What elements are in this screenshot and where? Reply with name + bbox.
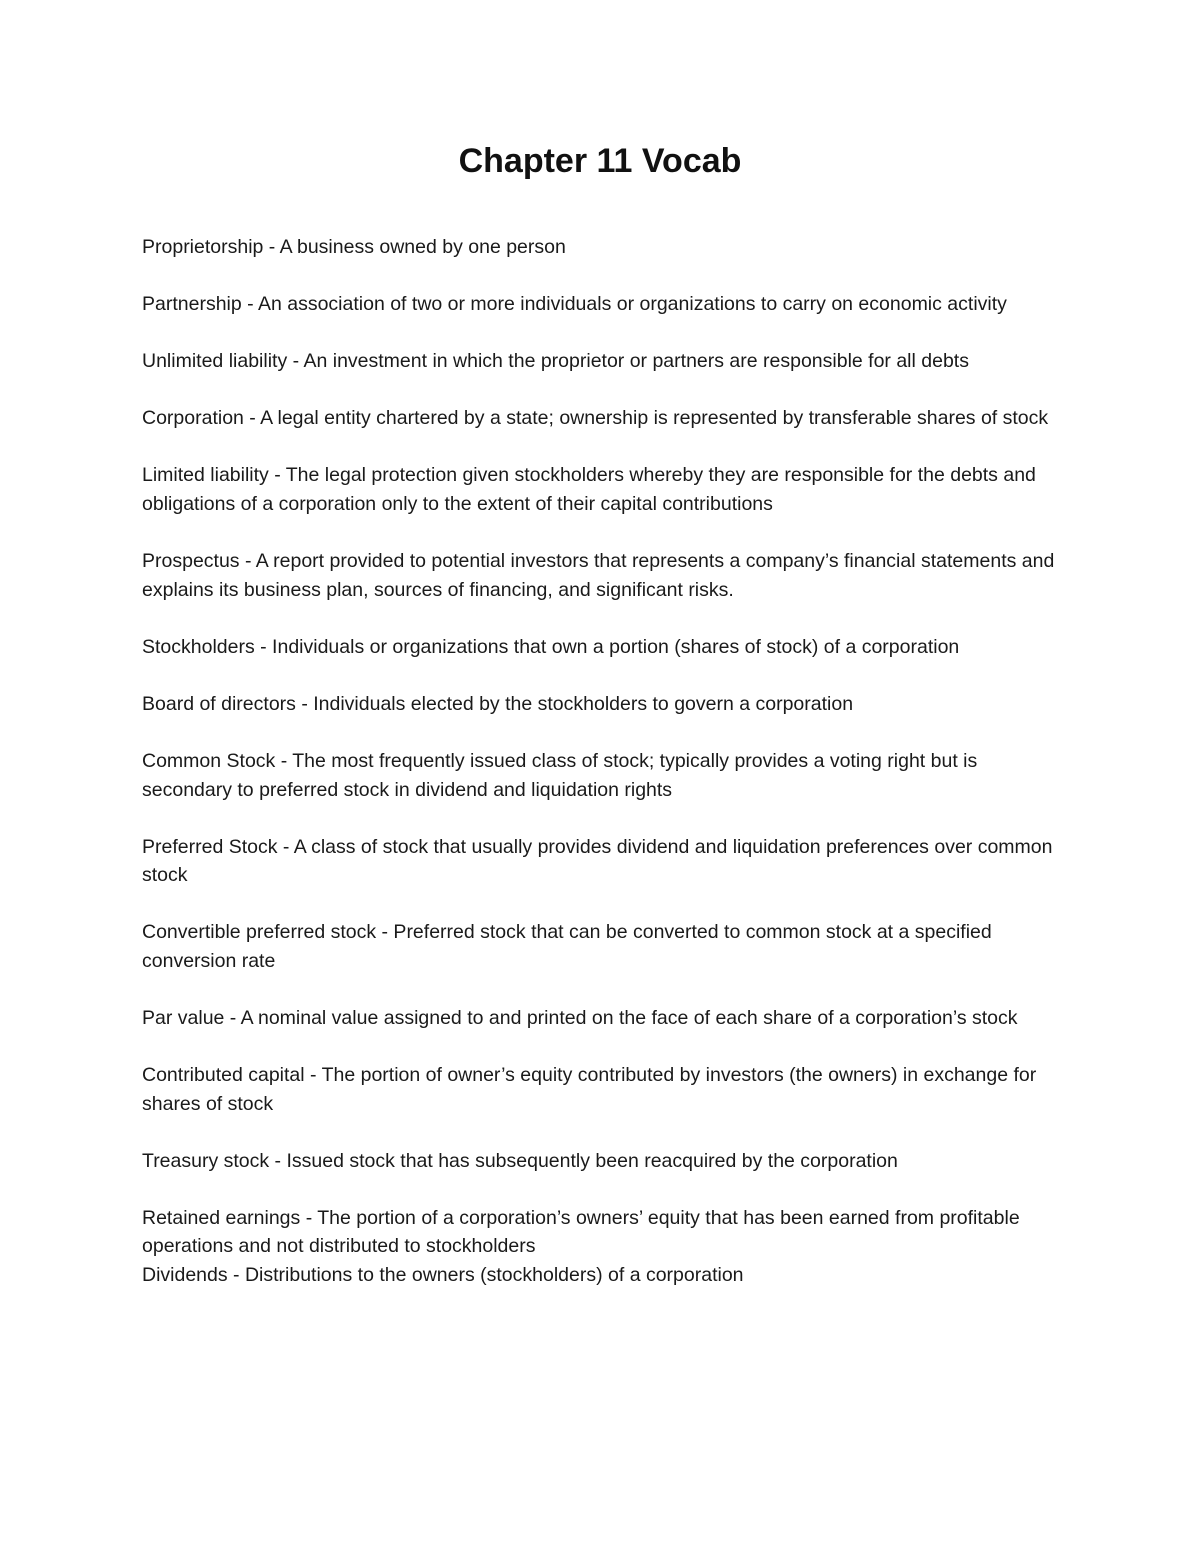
- page-title: Chapter 11 Vocab: [458, 142, 742, 180]
- vocab-entry-corporation: Corporation - A legal entity chartered by a state; ownership is represented by transferable shares of stock: [142, 407, 1049, 430]
- vocab-entry-treasury-stock: Treasury stock - Issued stock that has subsequently been reacquired by the corporation: [142, 1149, 898, 1172]
- vocab-entry-preferred-stock: Preferred Stock - A class of stock that usually provides dividend and liquidation preferences over common stock: [142, 835, 1053, 887]
- vocab-entry-contributed-capital: Contributed capital - The portion of owner’s equity contributed by investors (the owners) in exchange for shares of stock: [142, 1064, 1037, 1115]
- vocab-entry-stockholders: Stockholders - Individuals or organizations that own a portion (shares of stock) of a corporation: [142, 635, 960, 658]
- vocab-entry-proprietorship: Proprietorship - A business owned by one person: [142, 236, 566, 258]
- vocab-entry-convertible-preferred-stock: Convertible preferred stock - Preferred stock that can be converted to common stock at a specified conversion rate: [142, 921, 992, 972]
- vocab-list: [142, 233, 1072, 1318]
- vocab-entry-dividends: Dividends - Distributions to the owners (stockholders) of a corporation: [142, 1264, 744, 1287]
- vocab-entry-limited-liability: Limited liability - The legal protection given stockholders whereby they are responsible for the debts and obligations of a corporation only to the extent of their capital contributions: [142, 464, 1036, 515]
- vocab-entry-par-value: Par value - A nominal value assigned to and printed on the face of each share of a corporation’s stock: [142, 1007, 1018, 1029]
- vocab-entry-board-of-directors: Board of directors - Individuals elected by the stockholders to govern a corporation: [142, 692, 854, 715]
- vocab-entry-common-stock: Common Stock - The most frequently issued class of stock; typically provides a voting right but is secondary to preferred stock in dividend and liquidation rights: [142, 749, 978, 801]
- vocab-entry-unlimited-liability: Unlimited liability - An investment in which the proprietor or partners are responsible for all debts: [142, 350, 969, 373]
- vocab-entry-partnership: Partnership - An association of two or more individuals or organizations to carry on economic activity: [142, 293, 1007, 316]
- vocab-entry-prospectus: Prospectus - A report provided to potential investors that represents a company’s financial statements and explains its business plan, sources of financing, and significant risks.: [142, 550, 1055, 601]
- vocab-entry-retained-earnings: Retained earnings - The portion of a corporation’s owners’ equity that has been earned from profitable operations and not distributed to stockholders: [142, 1206, 1020, 1258]
